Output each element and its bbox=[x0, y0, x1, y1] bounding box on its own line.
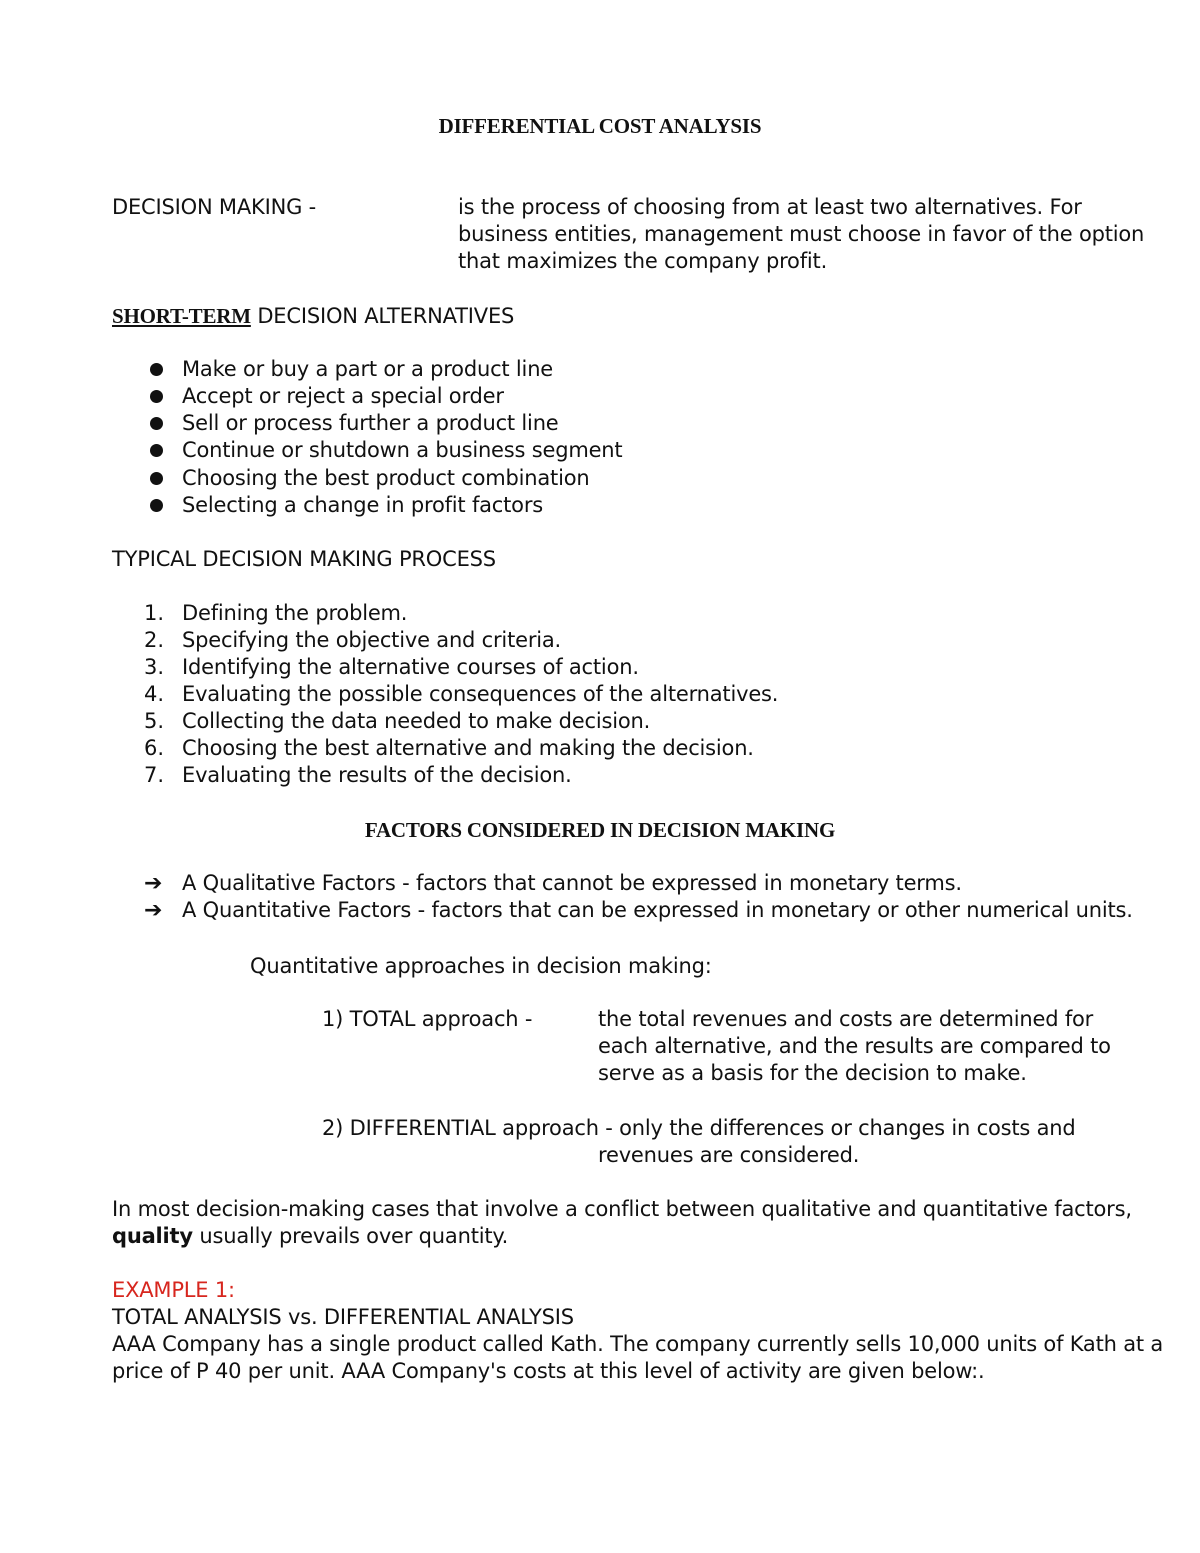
step-item: Identifying the alternative courses of action. bbox=[182, 655, 639, 679]
step-item: Collecting the data needed to make decision. bbox=[182, 709, 651, 733]
total-approach-label: 1) TOTAL approach - bbox=[322, 1007, 533, 1031]
step-item: Choosing the best alternative and making the decision. bbox=[182, 736, 754, 760]
list-item: Accept or reject a special order bbox=[182, 384, 504, 408]
total-approach-line-2: each alternative, and the results are compared to bbox=[598, 1034, 1111, 1058]
short-term-heading-rest: DECISION ALTERNATIVES bbox=[250, 304, 515, 328]
definition-line-3: that maximizes the company profit. bbox=[458, 249, 828, 273]
step-number: 6. bbox=[143, 736, 164, 760]
conclusion-bold-word: quality bbox=[112, 1224, 193, 1248]
step-item: Specifying the objective and criteria. bbox=[182, 628, 562, 652]
example-line-2: price of P 40 per unit. AAA Company's costs at this level of activity are given below:. bbox=[112, 1359, 985, 1383]
total-approach-line-3: serve as a basis for the decision to make. bbox=[598, 1061, 1027, 1085]
step-number: 7. bbox=[143, 763, 164, 787]
process-heading: TYPICAL DECISION MAKING PROCESS bbox=[112, 547, 496, 571]
list-item: Continue or shutdown a business segment bbox=[182, 438, 623, 462]
list-item: Sell or process further a product line bbox=[182, 411, 559, 435]
step-item: Evaluating the results of the decision. bbox=[182, 763, 572, 787]
step-number: 5. bbox=[143, 709, 164, 733]
differential-approach-label: 2) DIFFERENTIAL approach - only the differences or changes in costs and bbox=[322, 1116, 1076, 1140]
conclusion-line-2-rest: usually prevails over quantity. bbox=[192, 1224, 509, 1248]
right-arrow-icon: ➔ bbox=[144, 898, 163, 923]
list-item: Make or buy a part or a product line bbox=[182, 357, 554, 381]
example-line-1: AAA Company has a single product called Kath. The company currently sells 10,000 units of Kath at a bbox=[112, 1332, 1164, 1356]
approaches-intro: Quantitative approaches in decision making: bbox=[250, 954, 712, 978]
step-item: Defining the problem. bbox=[182, 601, 408, 625]
bullet-icon bbox=[150, 472, 163, 485]
factor-item: A Quantitative Factors - factors that can be expressed in monetary or other numerical units. bbox=[182, 898, 1133, 922]
step-item: Evaluating the possible consequences of the alternatives. bbox=[182, 682, 779, 706]
bullet-icon bbox=[150, 417, 163, 430]
short-term-heading-underlined: SHORT-TERM bbox=[112, 304, 251, 328]
conclusion-line-2 bbox=[112, 1223, 508, 1250]
short-term-heading bbox=[112, 303, 514, 330]
factor-item: A Qualitative Factors - factors that cannot be expressed in monetary terms. bbox=[182, 871, 962, 895]
step-number: 4. bbox=[143, 682, 164, 706]
bullet-icon bbox=[150, 444, 163, 457]
definition-line-2: business entities, management must choose in favor of the option bbox=[458, 222, 1145, 246]
step-number: 2. bbox=[143, 628, 164, 652]
list-item: Selecting a change in profit factors bbox=[182, 493, 544, 517]
list-item: Choosing the best product combination bbox=[182, 466, 590, 490]
definition-line-1: is the process of choosing from at least two alternatives. For bbox=[458, 195, 1082, 219]
example-label: EXAMPLE 1: bbox=[112, 1278, 235, 1302]
definition-term: DECISION MAKING - bbox=[112, 195, 317, 219]
right-arrow-icon: ➔ bbox=[144, 871, 163, 896]
step-number: 3. bbox=[143, 655, 164, 679]
step-number: 1. bbox=[143, 601, 164, 625]
bullet-icon bbox=[150, 390, 163, 403]
factors-heading: FACTORS CONSIDERED IN DECISION MAKING bbox=[364, 818, 836, 842]
document-title: DIFFERENTIAL COST ANALYSIS bbox=[438, 114, 762, 138]
example-subtitle: TOTAL ANALYSIS vs. DIFFERENTIAL ANALYSIS bbox=[112, 1305, 574, 1329]
conclusion-line-1: In most decision-making cases that involve a conflict between qualitative and quantitative factors, bbox=[112, 1197, 1132, 1221]
differential-approach-continuation: revenues are considered. bbox=[598, 1143, 860, 1167]
total-approach-line-1: the total revenues and costs are determined for bbox=[598, 1007, 1094, 1031]
bullet-icon bbox=[150, 363, 163, 376]
bullet-icon bbox=[150, 499, 163, 512]
